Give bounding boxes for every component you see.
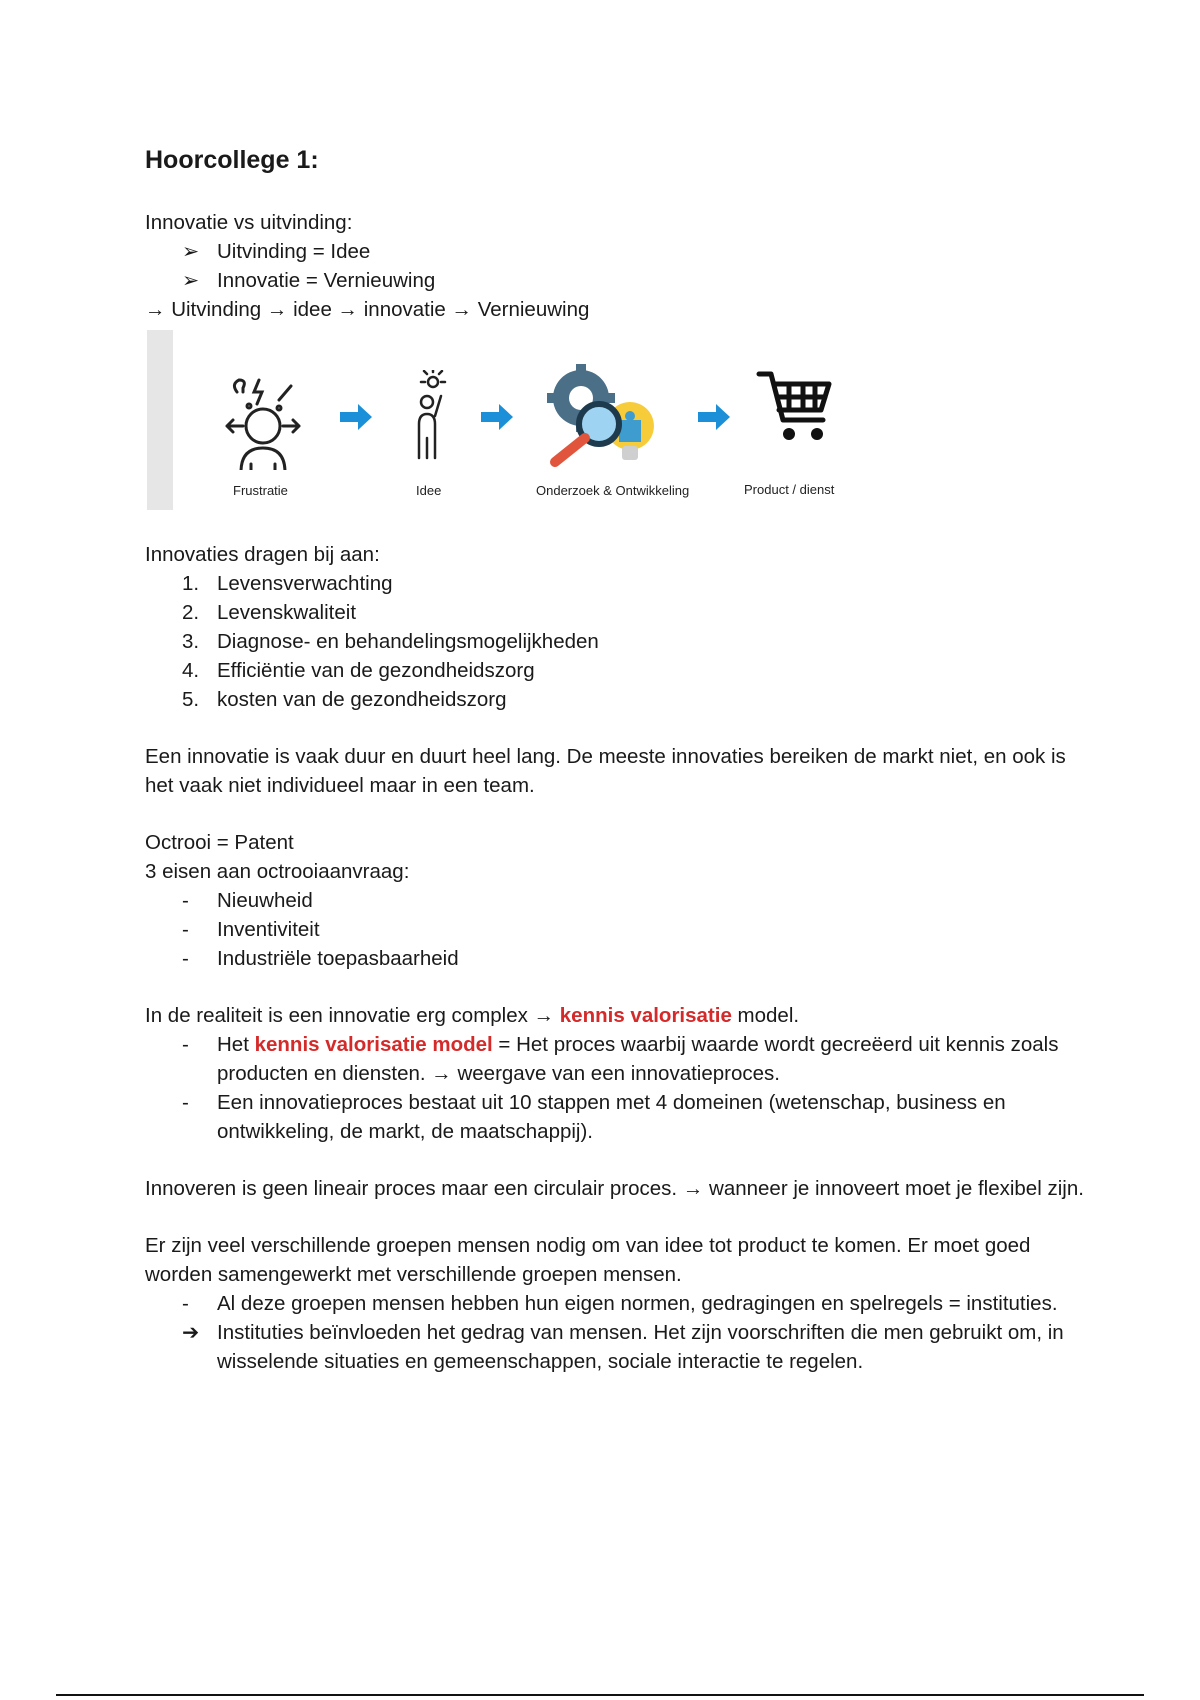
list-item: 3. Diagnose- en behandelingsmogelijkheden — [182, 630, 599, 653]
kennis-valorisatie-intro: In de realiteit is een innovatie erg complex → kennis valorisatie model. — [145, 1004, 800, 1027]
highlight-kennis-valorisatie-model: kennis valorisatie model — [254, 1033, 493, 1056]
section-heading-innovatie-vs-uitvinding: Innovatie vs uitvinding: — [145, 211, 353, 234]
page-title: Hoorcollege 1: — [145, 146, 319, 174]
idea-person-icon — [405, 370, 455, 460]
bottom-rule — [56, 1694, 1144, 1696]
list-item: - Een innovatieproces bestaat uit 10 stappen met 4 domeinen (wetenschap, business en ontwikkeling, de markt, de maatschappij). — [182, 1091, 1006, 1143]
list-item: 4. Efficiëntie van de gezondheidszorg — [182, 659, 535, 682]
octrooi-eisen-heading: 3 eisen aan octrooiaanvraag: — [145, 860, 410, 883]
highlight-kennis-valorisatie: kennis valorisatie — [559, 1004, 732, 1027]
figure-left-strip — [147, 330, 173, 510]
figure-caption-onderzoek: Onderzoek & Ontwikkeling — [536, 483, 690, 498]
paragraph-circulair-proces: Innoveren is geen lineair proces maar een circulair proces. → wanneer je innoveert moet je flexibel zijn. — [145, 1177, 1084, 1200]
octrooi-line: Octrooi = Patent — [145, 831, 294, 854]
bullet-marker: ➢ — [182, 269, 200, 292]
list-item: 2. Levenskwaliteit — [182, 601, 357, 624]
paragraph-groepen-mensen: Er zijn veel verschillende groepen mensen nodig om van idee tot product te komen. Er moet goed worden samengewerkt met verschillende groepen mensen. — [145, 1234, 1031, 1286]
figure-caption-idee: Idee — [416, 483, 442, 498]
list-item: 1. Levensverwachting — [182, 572, 393, 595]
document-page — [145, 140, 1085, 1376]
section-heading-innovaties-dragen-bij: Innovaties dragen bij aan: — [145, 543, 380, 566]
shopping-cart-icon — [755, 368, 835, 448]
list-item: - Nieuwheid — [182, 889, 313, 912]
research-development-icon — [545, 364, 670, 474]
arrow-right-icon — [696, 402, 732, 432]
list-item: ➔ Instituties beïnvloeden het gedrag van mensen. Het zijn voorschriften die men gebruikt om, in wisselende situaties en gemeenschappen, sociale interactie te regelen. — [182, 1321, 1064, 1373]
frustrated-person-icon — [213, 370, 313, 470]
chain-line: → Uitvinding → idee → innovatie → Vernieuwing — [145, 298, 590, 321]
arrow-right-icon — [479, 402, 515, 432]
figure-caption-product: Product / dienst — [744, 482, 835, 497]
bullet-item: ➢ Innovatie = Vernieuwing — [145, 266, 1085, 295]
bullet-marker: ➢ — [182, 240, 200, 263]
bullet-item: ➢ Uitvinding = Idee — [145, 237, 1085, 266]
list-item: - Al deze groepen mensen hebben hun eigen normen, gedragingen en spelregels = instituties. — [182, 1292, 1058, 1315]
list-item: 5. kosten van de gezondheidszorg — [182, 688, 507, 711]
arrow-right-icon — [338, 402, 374, 432]
paragraph-innovatie-duur: Een innovatie is vaak duur en duurt heel lang. De meeste innovaties bereiken de markt niet, en ook is het vaak niet individueel maar in een team. — [145, 745, 1066, 797]
list-item: - Inventiviteit — [182, 918, 320, 941]
innovation-process-figure — [145, 330, 915, 510]
list-item: - Het kennis valorisatie model = Het proces waarbij waarde wordt gecreëerd uit kennis zoals producten en diensten. → weergave van een innovatieproces. — [182, 1033, 1059, 1085]
list-item: - Industriële toepasbaarheid — [182, 947, 459, 970]
figure-caption-frustratie: Frustratie — [233, 483, 288, 498]
